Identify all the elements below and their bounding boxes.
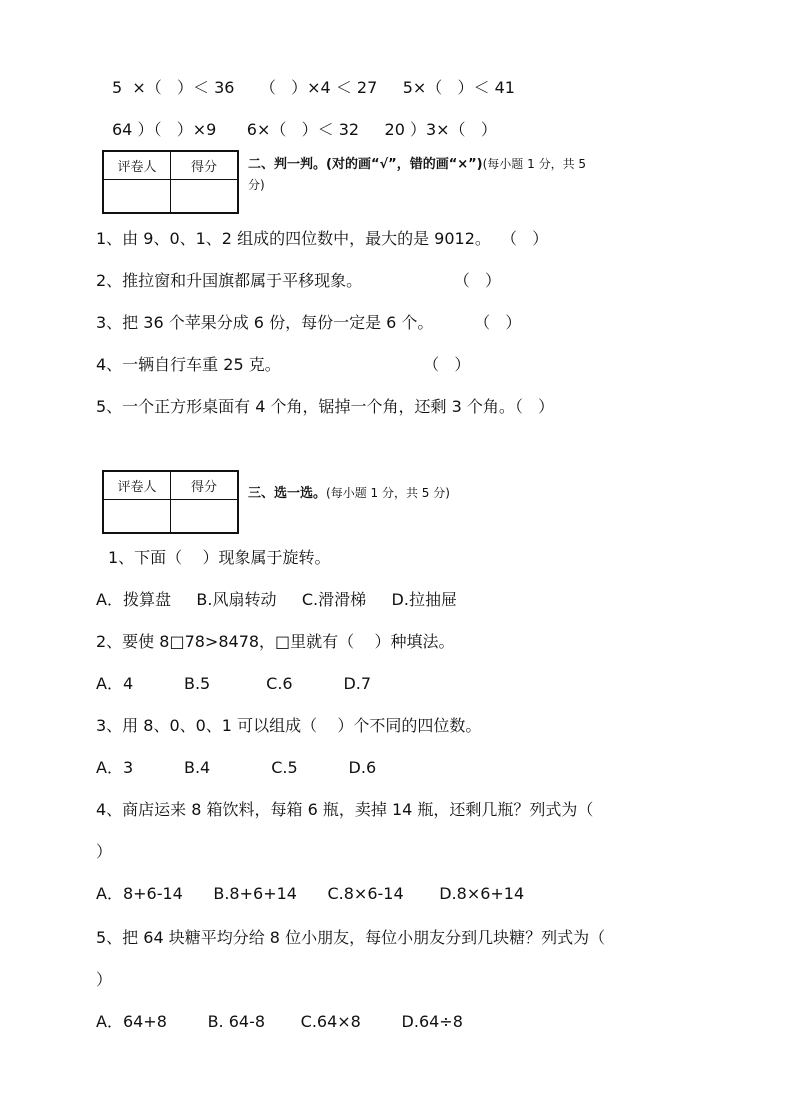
choice-question-1: 1、下面（ ）现象属于旋转。 [108, 548, 331, 567]
section2-title: 二、判一判。(对的画“√”，错的画“×”) [248, 157, 483, 172]
choice-question-4: 4、商店运来 8 箱饮料，每箱 6 瓶，卖掉 14 瓶，还剩几瓶？列式为（ [96, 800, 594, 819]
score-cell [171, 500, 239, 534]
score-header: 得分 [171, 151, 239, 180]
compare-row-2: 64 ）（ ）×9 6×（ ）＜ 32 20 ）3×（ ） [112, 120, 497, 139]
score-cell [171, 180, 239, 214]
section3-heading [248, 483, 450, 504]
choice-options-2: A．4 B.5 C.6 D.7 [96, 674, 372, 693]
reviewer-header: 评卷人 [103, 471, 171, 500]
judge-item-1: 1、由 9、0、1、2 组成的四位数中，最大的是 9012。 （ ） [96, 229, 549, 248]
choice-options-3: A．3 B.4 C.5 D.6 [96, 758, 377, 777]
judge-item-3: 3、把 36 个苹果分成 6 份，每份一定是 6 个。 （ ） [96, 313, 522, 332]
section2-heading [248, 154, 586, 196]
choice-options-5: A．64+8 B. 64-8 C.64×8 D.64÷8 [96, 1012, 463, 1031]
choice-question-5-cont: ） [96, 970, 113, 989]
grade-table-section3 [102, 470, 239, 534]
score-header: 得分 [171, 471, 239, 500]
judge-item-2: 2、推拉窗和升国旗都属于平移现象。 （ ） [96, 271, 501, 290]
choice-question-2: 2、要使 8□78>8478，□里就有（ ）种填法。 [96, 632, 455, 651]
section3-note: (每小题 1 分，共 5 分) [326, 486, 450, 500]
reviewer-header: 评卷人 [103, 151, 171, 180]
reviewer-cell [103, 500, 171, 534]
grade-table-section2 [102, 150, 239, 214]
choice-question-5: 5、把 64 块糖平均分给 8 位小朋友，每位小朋友分到几块糖？列式为（ [96, 928, 606, 947]
reviewer-cell [103, 180, 171, 214]
section3-title: 三、选一选。 [248, 486, 327, 501]
choice-question-3: 3、用 8、0、0、1 可以组成（ ）个不同的四位数。 [96, 716, 482, 735]
section2-note-b: 分) [248, 178, 265, 192]
judge-item-4: 4、一辆自行车重 25 克。 （ ） [96, 355, 471, 374]
compare-row-1: 5 ×（ ）＜ 36 （ ）×4 ＜ 27 5×（ ）＜ 41 [112, 78, 515, 97]
choice-question-4-cont: ） [96, 842, 113, 861]
section2-note-a: (每小题 1 分，共 5 [482, 157, 587, 171]
judge-item-5: 5、一个正方形桌面有 4 个角，锯掉一个角，还剩 3 个角。（ ） [96, 397, 555, 416]
choice-options-1: A．拨算盘 B.风扇转动 C.滑滑梯 D.拉抽屉 [96, 590, 457, 609]
choice-options-4: A．8+6-14 B.8+6+14 C.8×6-14 D.8×6+14 [96, 884, 525, 903]
